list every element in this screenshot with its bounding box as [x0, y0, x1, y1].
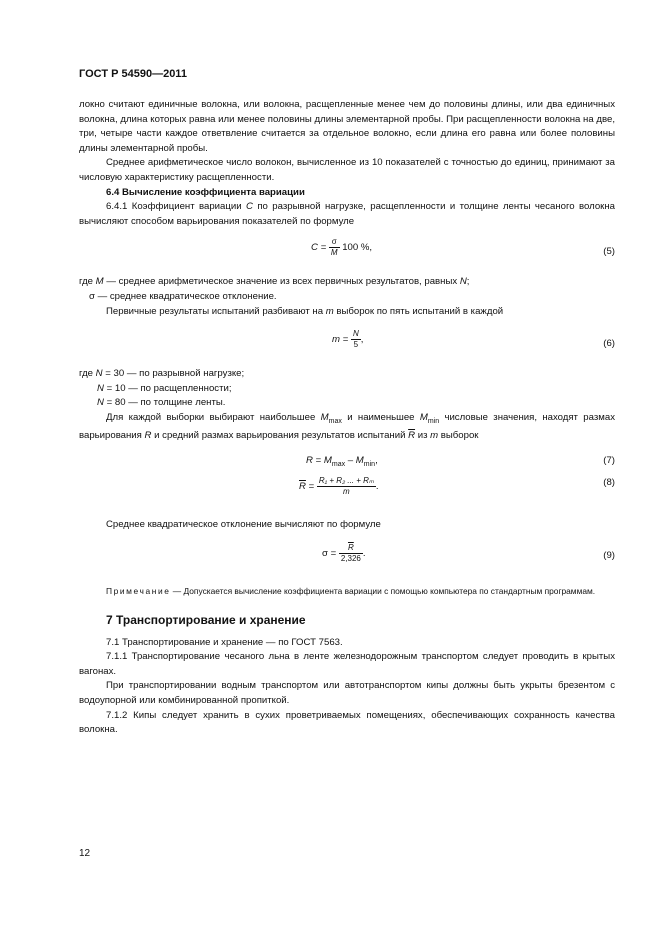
where-n-1: где N = 30 — по разрывной нагрузке;	[79, 368, 245, 380]
equation-number: (5)	[603, 246, 615, 258]
equation-7: $R = M_{max} - M_{min}$, (7)	[306, 455, 615, 468]
paragraph-range: Для каждой выборки выбирают наибольшее $M_{max}$ и наименьшее $M_{min}$ числовые значения, находят размах варьирования R и средний размах варьирования результатов испытаний $\overline{R}$ из m выборок	[79, 411, 615, 442]
paragraph-7-1-2: 7.1.2 Кипы следует хранить в сухих проветриваемых помещениях, обеспечивающих сохранность качества волокна.	[79, 709, 615, 736]
where-n-2: N = 10 — по расщепленности;	[97, 382, 232, 394]
paragraph-6-4-1: 6.4.1 Коэффициент вариации С по разрывной нагрузке, расщепленности и толщине ленты чесаного волокна вычисляют способом варьирования показателей по формуле	[79, 201, 616, 227]
section-7-title: 7 Транспортирование и хранение	[106, 613, 306, 628]
equation-8: $\overline{R}$ = $\frac{\text{R₁ + R₂ ... + Rₘ}}{m}$ . (8)	[299, 476, 615, 496]
note: Примечание — Допускается вычисление коэффициента вариации с помощью компьютера по стандартным программам.	[106, 585, 596, 596]
equation-number: (9)	[603, 549, 615, 561]
paragraph-water-transport: При транспортировании водным транспортом или автотранспортом кипы должны быть укрыты брезентом с водоупорной или комбинированной пропиткой.	[79, 680, 615, 707]
where-n-3: N = 80 — по толщине ленты.	[97, 397, 226, 409]
paragraph-mean-count: Среднее арифметическое число волокон, вычисленное из 10 показателей с точностью до единиц, принимают за числовую характеристику расщепленности.	[79, 157, 615, 183]
where-m: где М — среднее арифметическое значение из всех первичных результатов, равных N;	[79, 276, 470, 288]
document-body	[79, 98, 615, 738]
equation-9: σ = $\frac{\overline{R}}{2,326}$ . (9)	[322, 542, 615, 563]
equation-number: (7)	[603, 455, 615, 466]
paragraph-7-1: 7.1 Транспортирование и хранение — по ГОСТ 7563.	[106, 636, 343, 648]
continued-paragraph: локно считают единичные волокна, или волокна, расщепленные менее чем до половины длины, или два единичных волокна, длина которых равна или менее половины длины элементарной пробы. При расщепленности волокна на две, три, четыре части каждое ответвление считается за отдельное волокно, если длина его равна или более половины длины элементарной пробы.	[79, 99, 615, 154]
page-number: 12	[79, 848, 91, 859]
paragraph-samples: Первичные результаты испытаний разбивают на m выборок по пять испытаний в каждой	[106, 305, 504, 317]
paragraph-std: Среднее квадратическое отклонение вычисляют по формуле	[106, 519, 381, 530]
equation-number: (6)	[603, 338, 615, 350]
equation-6: m = $\frac{N}{5}$ , (6)	[79, 327, 615, 361]
equation-number: (8)	[603, 477, 615, 488]
where-sigma: σ — среднее квадратическое отклонение.	[89, 290, 277, 302]
section-6-4-title: 6.4 Вычисление коэффициента вариации	[106, 186, 305, 198]
document-header: ГОСТ Р 54590—2011	[79, 68, 187, 80]
paragraph-7-1-1: 7.1.1 Транспортирование чесаного льна в ленте железнодорожным транспортом следует проводить в крытых вагонах.	[79, 651, 615, 677]
equation-5: С = $\frac{\sigma}{М}$ 100 %, (5)	[79, 235, 615, 269]
